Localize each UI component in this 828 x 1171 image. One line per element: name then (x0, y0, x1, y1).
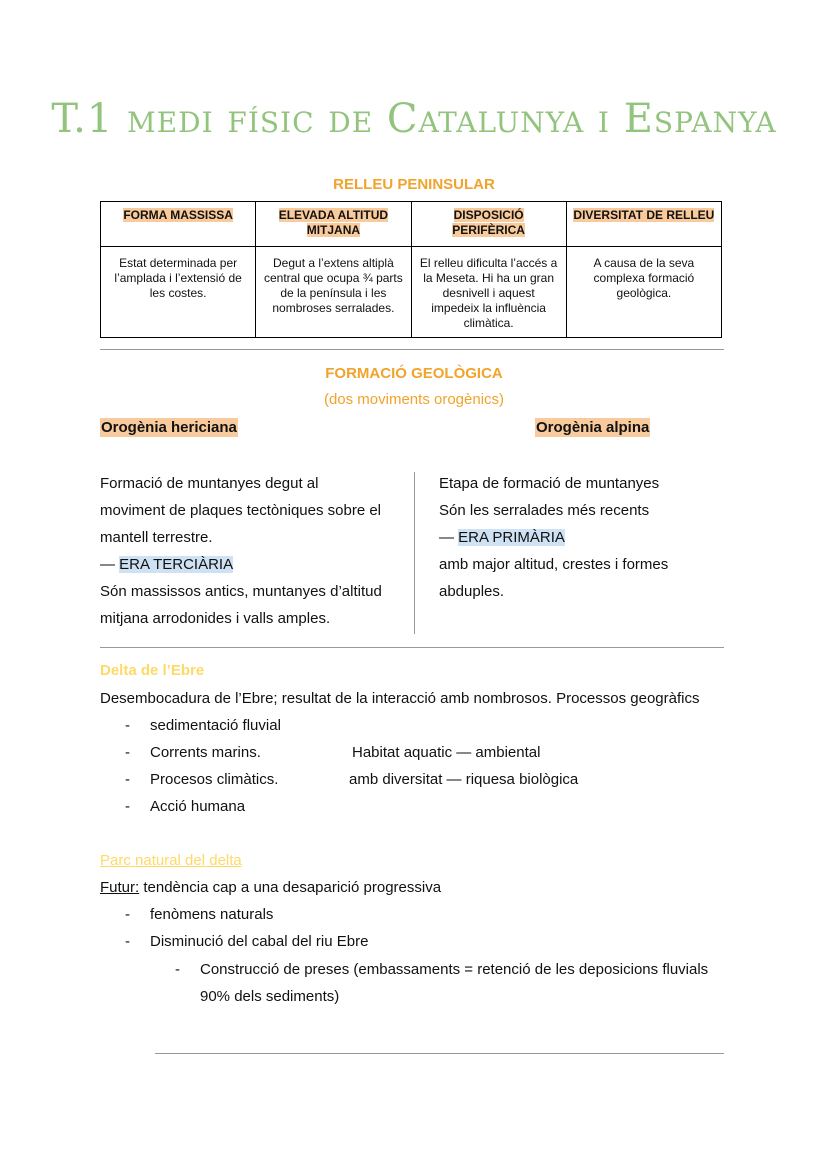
table-header-cell: DIVERSITAT DE RELLEU (566, 202, 721, 247)
alpina-column (439, 470, 668, 605)
orogenia-hericiana-label: Orogènia hericiana (101, 419, 237, 436)
text-line: mantell terrestre. (100, 529, 213, 546)
column-divider (414, 472, 415, 634)
hericiana-column (100, 470, 382, 632)
list-item: - Disminució del cabal del riu Ebre (125, 933, 369, 950)
table-cell: Estat determinada per l’amplada i l’extensió de les costes. (101, 247, 256, 338)
table-row (101, 247, 722, 338)
era-highlight: ERA PRIMÀRIA (458, 529, 565, 546)
relleu-table (100, 201, 722, 338)
table-header-cell: FORMA MASSISSA (101, 202, 256, 247)
text-line: Formació de muntanyes degut al (100, 475, 319, 492)
table-cell: Degut a l’extens altiplà central que ocupa ¾ parts de la península i les nombroses serralades. (256, 247, 411, 338)
era-highlight: ERA TERCIÀRIA (119, 556, 234, 573)
page-title: T.1 medi físic de Catalunya i Espanya (51, 96, 777, 142)
era-line: — ERA PRIMÀRIA (439, 529, 565, 546)
table-header-cell: ELEVADA ALTITUD MITJANA (256, 202, 411, 247)
table-cell: El relleu dificulta l’accés a la Meseta. Hi ha un gran desnivell i aquest impedeix la influència climàtica. (411, 247, 566, 338)
delta-note: amb diversitat — riquesa biològica (349, 771, 579, 788)
table-header-cell: DISPOSICIÓ PERIFÈRICA (411, 202, 566, 247)
text-line: Etapa de formació de muntanyes (439, 475, 660, 492)
list-item: - sedimentació fluvial (125, 717, 281, 734)
sub-list-item: - Construcció de preses (embassaments = retenció de les deposicions fluvials (175, 961, 709, 978)
futur-label: Futur: (100, 879, 140, 896)
orogenia-alpina-label: Orogènia alpina (536, 419, 650, 436)
text-line: Són massissos antics, muntanyes d’altitud (100, 583, 382, 600)
text-line: moviment de plaques tectòniques sobre el (100, 502, 382, 519)
divider (155, 1053, 724, 1054)
list-item: - fenòmens naturals (125, 906, 274, 923)
text-line: mitjana arrodonides i valls amples. (100, 610, 331, 627)
divider (100, 647, 724, 648)
text-line: Són les serralades més recents (439, 502, 650, 519)
text-line: amb major altitud, crestes i formes (439, 556, 669, 573)
delta-heading: Delta de l’Ebre (100, 662, 205, 679)
delta-intro: Desembocadura de l’Ebre; resultat de la interacció amb nombrosos. Processos geogràfics (100, 690, 700, 707)
parc-heading: Parc natural del delta (100, 852, 242, 869)
futur-line: Futur: tendència cap a una desaparició progressiva (100, 879, 442, 896)
list-item: - Acció humana (125, 798, 246, 815)
relleu-heading: RELLEU PENINSULAR (333, 176, 495, 193)
era-line: — ERA TERCIÀRIA (100, 556, 234, 573)
sub-list-item-continuation: 90% dels sediments) (200, 988, 340, 1005)
formacio-heading: FORMACIÓ GEOLÒGICA (325, 365, 503, 382)
delta-note: Habitat aquatic — ambiental (352, 744, 541, 761)
divider (100, 349, 724, 350)
list-item: - Procesos climàtics. (125, 771, 279, 788)
formacio-subheading: (dos moviments orogènics) (323, 391, 505, 408)
table-cell: A causa de la seva complexa formació geològica. (566, 247, 721, 338)
table-header-row (101, 202, 722, 247)
text-line: abduples. (439, 583, 505, 600)
list-item: - Corrents marins. (125, 744, 261, 761)
